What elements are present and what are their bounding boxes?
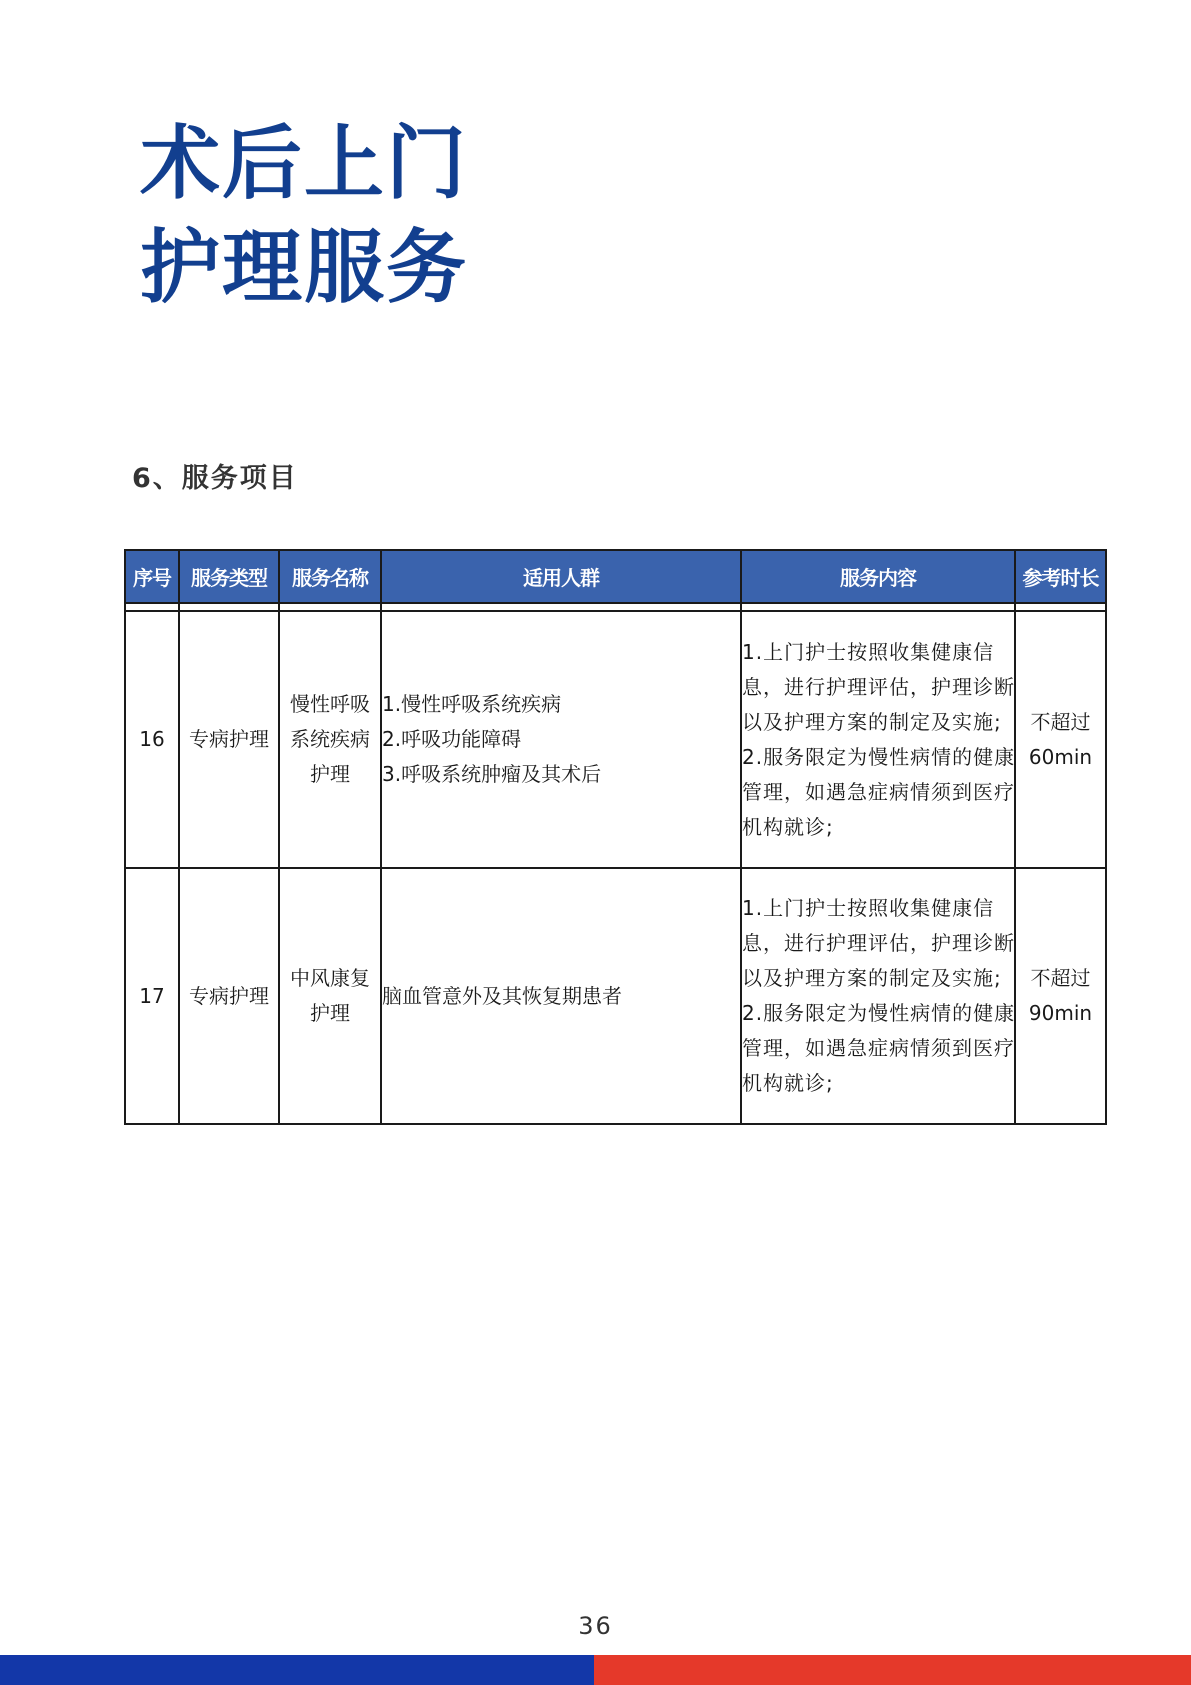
header-duration: 参考时长	[1015, 550, 1106, 603]
service-name-line: 慢性呼吸	[290, 692, 370, 716]
population-line: 1.慢性呼吸系统疾病	[382, 692, 562, 716]
cell-service-name	[279, 868, 381, 1124]
page-title-line-2: 护理服务	[140, 221, 468, 314]
content-line: 机构就诊;	[742, 814, 834, 839]
content-line: 息，进行护理评估，护理诊断	[742, 931, 1015, 955]
table-spacer	[125, 603, 1106, 611]
header-service-content: 服务内容	[741, 550, 1015, 603]
duration-line: 90min	[1028, 1001, 1093, 1025]
header-population: 适用人群	[381, 550, 741, 603]
service-name-line: 护理	[310, 762, 350, 786]
content-line: 管理，如遇急症病情须到医疗	[742, 1036, 1015, 1060]
header-service-type: 服务类型	[179, 550, 279, 603]
cell-duration	[1015, 611, 1106, 868]
cell-service-content	[741, 868, 1015, 1124]
content-line: 2.服务限定为慢性病情的健康	[742, 744, 1016, 769]
header-no: 序号	[125, 550, 179, 603]
population-line: 脑血管意外及其恢复期患者	[382, 983, 622, 1008]
cell-service-name	[279, 611, 381, 868]
content-line: 1.上门护士按照收集健康信	[742, 639, 995, 664]
cell-population	[381, 868, 741, 1124]
cell-service-content	[741, 611, 1015, 868]
duration-line: 不超过	[1030, 966, 1091, 990]
duration-line: 不超过	[1030, 709, 1091, 734]
table-row	[125, 868, 1106, 1124]
cell-no: 17	[125, 868, 179, 1124]
population-line: 2.呼吸功能障碍	[382, 727, 522, 751]
content-line: 1.上门护士按照收集健康信	[742, 896, 995, 920]
header-service-name: 服务名称	[279, 550, 381, 603]
cell-population	[381, 611, 741, 868]
service-items-table	[124, 549, 1107, 1125]
content-line: 以及护理方案的制定及实施;	[742, 966, 1002, 990]
content-line: 息，进行护理评估，护理诊断	[742, 674, 1015, 699]
table-header-row	[125, 550, 1106, 603]
section-heading: 6、服务项目	[132, 463, 298, 494]
population-line: 3.呼吸系统肿瘤及其术后	[382, 762, 602, 786]
table-row	[125, 611, 1106, 868]
footer-bar-blue	[0, 1655, 594, 1685]
cell-duration	[1015, 868, 1106, 1124]
duration-line: 60min	[1028, 744, 1093, 769]
content-line: 管理，如遇急症病情须到医疗	[742, 779, 1015, 804]
footer-bar-red	[594, 1655, 1191, 1685]
service-name-line: 护理	[310, 1001, 350, 1025]
page-title-line-1: 术后上门	[140, 117, 468, 210]
content-line: 机构就诊;	[742, 1071, 834, 1095]
service-name-line: 系统疾病	[290, 727, 370, 751]
content-line: 以及护理方案的制定及实施;	[742, 709, 1002, 734]
content-line: 2.服务限定为慢性病情的健康	[742, 1001, 1016, 1025]
service-name-line: 中风康复	[290, 966, 370, 990]
cell-service-type: 专病护理	[179, 611, 279, 868]
cell-service-type: 专病护理	[179, 868, 279, 1124]
page-number: 36	[578, 1612, 613, 1640]
page-title	[140, 112, 468, 320]
cell-no: 16	[125, 611, 179, 868]
